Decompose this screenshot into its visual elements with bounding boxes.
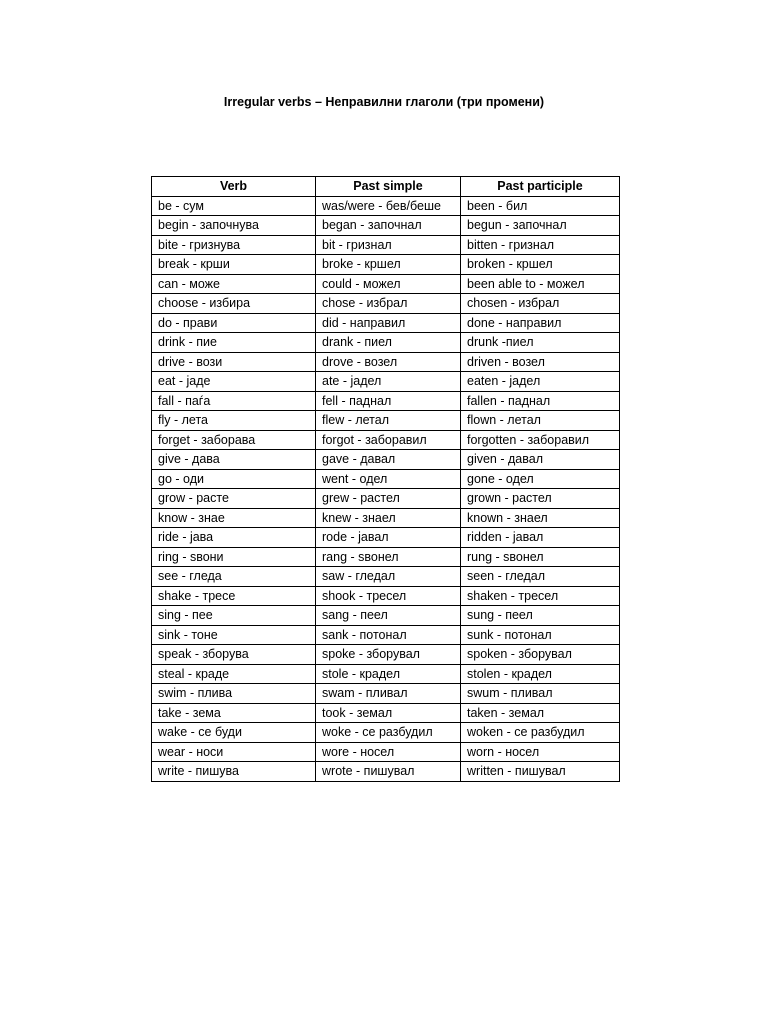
past-participle-cell: fallen - паднал bbox=[461, 391, 620, 411]
table-row bbox=[152, 196, 620, 216]
table-row bbox=[152, 606, 620, 626]
past-participle-cell: woken - се разбудил bbox=[461, 723, 620, 743]
table-row bbox=[152, 508, 620, 528]
past-simple-cell: rode - јавал bbox=[316, 528, 461, 548]
past-simple-cell: rang - ѕвонел bbox=[316, 547, 461, 567]
past-simple-cell: flew - летал bbox=[316, 411, 461, 431]
verb-cell: give - дава bbox=[152, 450, 316, 470]
past-simple-cell: was/were - бев/беше bbox=[316, 196, 461, 216]
table-row bbox=[152, 567, 620, 587]
past-simple-cell: drank - пиел bbox=[316, 333, 461, 353]
verb-cell: take - зема bbox=[152, 703, 316, 723]
past-participle-cell: written - пишувал bbox=[461, 762, 620, 782]
table-row bbox=[152, 469, 620, 489]
document-title: Irregular verbs – Неправилни глаголи (три промени) bbox=[223, 95, 545, 109]
verb-cell: speak - зборува bbox=[152, 645, 316, 665]
table-row bbox=[152, 430, 620, 450]
past-simple-cell: took - земал bbox=[316, 703, 461, 723]
past-simple-cell: fell - паднал bbox=[316, 391, 461, 411]
verb-cell: bite - гризнува bbox=[152, 235, 316, 255]
past-participle-cell: spoken - зборувал bbox=[461, 645, 620, 665]
past-simple-cell: woke - се разбудил bbox=[316, 723, 461, 743]
past-participle-cell: grown - растел bbox=[461, 489, 620, 509]
table-row bbox=[152, 372, 620, 392]
column-header-verb: Verb bbox=[152, 177, 316, 197]
verb-cell: go - оди bbox=[152, 469, 316, 489]
table-row bbox=[152, 450, 620, 470]
past-simple-cell: ate - јадел bbox=[316, 372, 461, 392]
table-row bbox=[152, 684, 620, 704]
past-participle-cell: bitten - гризнал bbox=[461, 235, 620, 255]
verb-cell: begin - започнува bbox=[152, 216, 316, 236]
past-simple-cell: went - одел bbox=[316, 469, 461, 489]
verb-cell: forget - заборава bbox=[152, 430, 316, 450]
past-participle-cell: eaten - јадел bbox=[461, 372, 620, 392]
verb-cell: fall - паѓа bbox=[152, 391, 316, 411]
table-row bbox=[152, 625, 620, 645]
past-participle-cell: swum - пливал bbox=[461, 684, 620, 704]
table-row bbox=[152, 723, 620, 743]
past-participle-cell: begun - започнал bbox=[461, 216, 620, 236]
irregular-verbs-table bbox=[151, 176, 620, 782]
past-simple-cell: broke - кршел bbox=[316, 255, 461, 275]
table-row bbox=[152, 255, 620, 275]
verb-cell: drink - пие bbox=[152, 333, 316, 353]
past-participle-cell: been - бил bbox=[461, 196, 620, 216]
past-simple-cell: forgot - заборавил bbox=[316, 430, 461, 450]
table-row bbox=[152, 664, 620, 684]
verb-cell: wear - носи bbox=[152, 742, 316, 762]
past-simple-cell: did - направил bbox=[316, 313, 461, 333]
past-simple-cell: saw - гледал bbox=[316, 567, 461, 587]
table-body bbox=[152, 196, 620, 781]
table-row bbox=[152, 547, 620, 567]
past-simple-cell: chose - избрал bbox=[316, 294, 461, 314]
verb-cell: steal - краде bbox=[152, 664, 316, 684]
past-participle-cell: ridden - јавал bbox=[461, 528, 620, 548]
past-simple-cell: stole - крадел bbox=[316, 664, 461, 684]
table-row bbox=[152, 333, 620, 353]
past-participle-cell: been able to - можел bbox=[461, 274, 620, 294]
past-participle-cell: forgotten - заборавил bbox=[461, 430, 620, 450]
verb-cell: wake - се буди bbox=[152, 723, 316, 743]
past-simple-cell: spoke - зборувал bbox=[316, 645, 461, 665]
past-simple-cell: swam - пливал bbox=[316, 684, 461, 704]
verb-cell: fly - лета bbox=[152, 411, 316, 431]
table-row bbox=[152, 313, 620, 333]
past-participle-cell: flown - летал bbox=[461, 411, 620, 431]
verb-cell: can - може bbox=[152, 274, 316, 294]
past-participle-cell: seen - гледал bbox=[461, 567, 620, 587]
table-row bbox=[152, 528, 620, 548]
past-participle-cell: sunk - потонал bbox=[461, 625, 620, 645]
verb-cell: ride - јава bbox=[152, 528, 316, 548]
past-participle-cell: rung - ѕвонел bbox=[461, 547, 620, 567]
past-participle-cell: done - направил bbox=[461, 313, 620, 333]
table-row bbox=[152, 586, 620, 606]
verb-cell: break - крши bbox=[152, 255, 316, 275]
verb-cell: choose - избира bbox=[152, 294, 316, 314]
past-simple-cell: shook - тресел bbox=[316, 586, 461, 606]
verb-cell: swim - плива bbox=[152, 684, 316, 704]
past-simple-cell: could - можел bbox=[316, 274, 461, 294]
verb-cell: eat - јаде bbox=[152, 372, 316, 392]
column-header-past-simple: Past simple bbox=[316, 177, 461, 197]
past-simple-cell: bit - гризнал bbox=[316, 235, 461, 255]
table-row bbox=[152, 294, 620, 314]
table-row bbox=[152, 235, 620, 255]
past-participle-cell: known - знаел bbox=[461, 508, 620, 528]
past-simple-cell: drove - возел bbox=[316, 352, 461, 372]
past-simple-cell: wrote - пишувал bbox=[316, 762, 461, 782]
verb-cell: be - сум bbox=[152, 196, 316, 216]
table-row bbox=[152, 411, 620, 431]
past-participle-cell: given - давал bbox=[461, 450, 620, 470]
past-participle-cell: shaken - тресел bbox=[461, 586, 620, 606]
past-participle-cell: driven - возел bbox=[461, 352, 620, 372]
verb-cell: do - прави bbox=[152, 313, 316, 333]
past-participle-cell: taken - земал bbox=[461, 703, 620, 723]
past-simple-cell: began - започнал bbox=[316, 216, 461, 236]
past-participle-cell: sung - пеел bbox=[461, 606, 620, 626]
past-participle-cell: chosen - избрал bbox=[461, 294, 620, 314]
verb-cell: see - гледа bbox=[152, 567, 316, 587]
past-simple-cell: sank - потонал bbox=[316, 625, 461, 645]
table-row bbox=[152, 762, 620, 782]
table-row bbox=[152, 742, 620, 762]
verb-cell: grow - расте bbox=[152, 489, 316, 509]
table-row bbox=[152, 489, 620, 509]
verb-cell: sink - тоне bbox=[152, 625, 316, 645]
past-simple-cell: knew - знаел bbox=[316, 508, 461, 528]
verb-cell: sing - пее bbox=[152, 606, 316, 626]
verb-cell: shake - тресе bbox=[152, 586, 316, 606]
verb-cell: know - знае bbox=[152, 508, 316, 528]
verb-cell: write - пишува bbox=[152, 762, 316, 782]
past-participle-cell: stolen - крадел bbox=[461, 664, 620, 684]
past-simple-cell: wore - носел bbox=[316, 742, 461, 762]
past-simple-cell: grew - растел bbox=[316, 489, 461, 509]
table-row bbox=[152, 274, 620, 294]
past-participle-cell: worn - носел bbox=[461, 742, 620, 762]
table-row bbox=[152, 216, 620, 236]
past-participle-cell: gone - одел bbox=[461, 469, 620, 489]
past-simple-cell: gave - давал bbox=[316, 450, 461, 470]
column-header-past-participle: Past participle bbox=[461, 177, 620, 197]
past-participle-cell: broken - кршел bbox=[461, 255, 620, 275]
table-header-row bbox=[152, 177, 620, 197]
table-row bbox=[152, 645, 620, 665]
table-row bbox=[152, 352, 620, 372]
past-simple-cell: sang - пеел bbox=[316, 606, 461, 626]
verb-cell: drive - вози bbox=[152, 352, 316, 372]
verb-cell: ring - ѕвони bbox=[152, 547, 316, 567]
table-row bbox=[152, 391, 620, 411]
past-participle-cell: drunk -пиел bbox=[461, 333, 620, 353]
table-row bbox=[152, 703, 620, 723]
